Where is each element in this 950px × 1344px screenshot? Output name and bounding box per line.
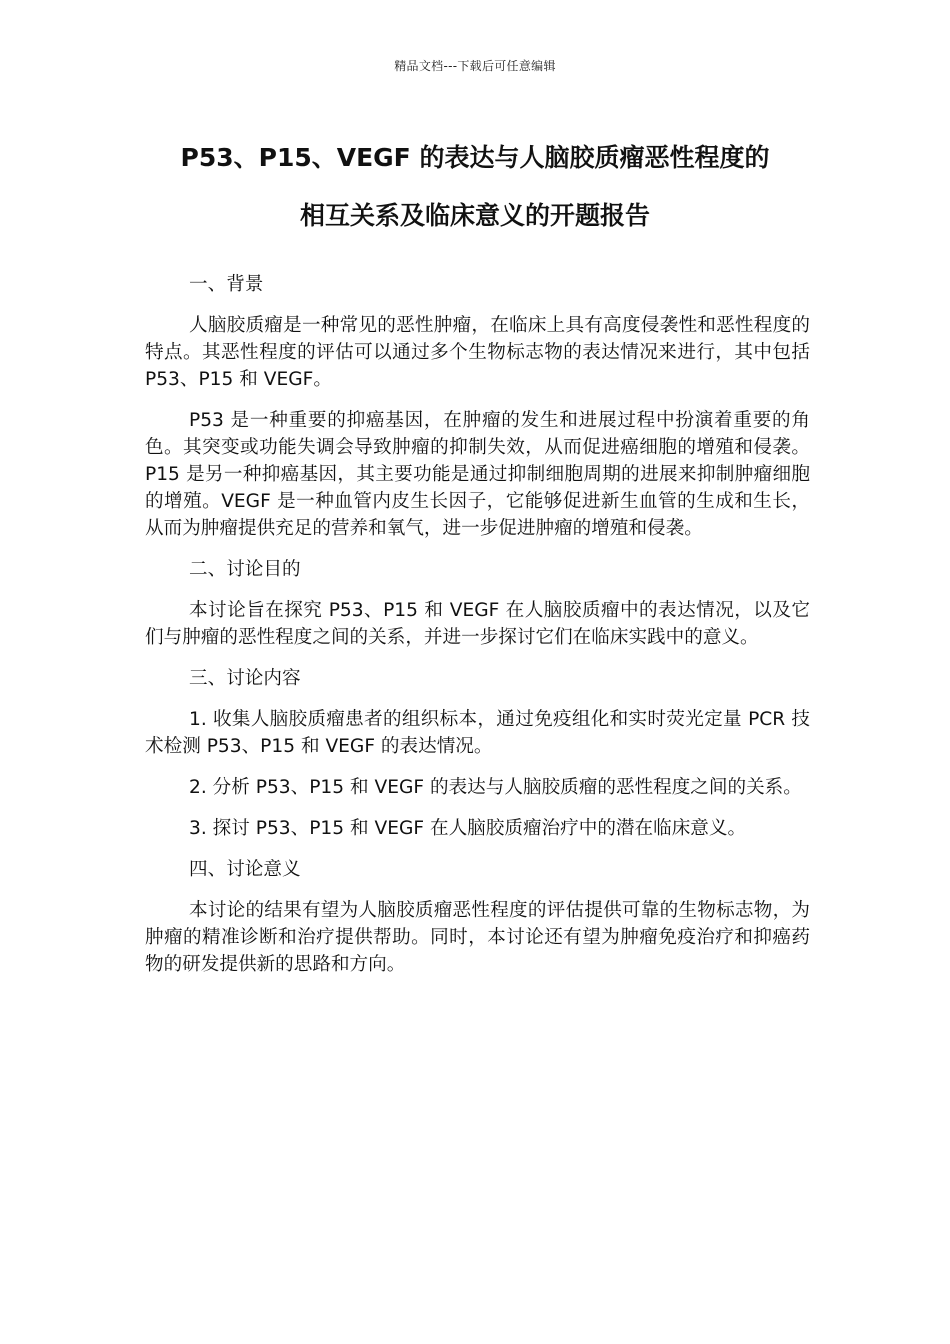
background-paragraph-2: P53 是一种重要的抑癌基因，在肿瘤的发生和进展过程中扮演着重要的角色。其突变或功能失调会导致肿瘤的抑制失效，从而促进癌细胞的增殖和侵袭。P15 是另一种抑癌基因，其主要功能是通过抑制细胞周期的进展来抑制肿瘤细胞的增殖。VEGF 是一种血管内皮生长因子，它能够促进新生血管的生成和生长，从而为肿瘤提供充足的营养和氧气，进一步促进肿瘤的增殖和侵袭。 — [145, 410, 810, 539]
section-heading-significance: 四、讨论意义 — [189, 859, 301, 880]
content-item-2: 2. 分析 P53、P15 和 VEGF 的表达与人脑胶质瘤的恶性程度之间的关系。 — [189, 777, 802, 798]
section-heading-background: 一、背景 — [189, 274, 264, 295]
section-heading-content: 三、讨论内容 — [189, 668, 301, 689]
background-paragraph-1: 人脑胶质瘤是一种常见的恶性肿瘤，在临床上具有高度侵袭性和恶性程度的特点。其恶性程度的评估可以通过多个生物标志物的表达情况来进行，其中包括 P53、P15 和 VEGF。 — [145, 315, 810, 390]
document-body — [145, 271, 810, 992]
purpose-paragraph: 本讨论旨在探究 P53、P15 和 VEGF 在人脑胶质瘤中的表达情况，以及它们与肿瘤的恶性程度之间的关系，并进一步探讨它们在临床实践中的意义。 — [145, 600, 810, 648]
content-item-3: 3. 探讨 P53、P15 和 VEGF 在人脑胶质瘤治疗中的潜在临床意义。 — [189, 818, 747, 839]
content-item-1: 1. 收集人脑胶质瘤患者的组织标本，通过免疫组化和实时荧光定量 PCR 技术检测 P53、P15 和 VEGF 的表达情况。 — [145, 709, 810, 757]
document-title-line-2: 相互关系及临床意义的开题报告 — [299, 201, 650, 230]
significance-paragraph: 本讨论的结果有望为人脑胶质瘤恶性程度的评估提供可靠的生物标志物，为肿瘤的精准诊断和治疗提供帮助。同时，本讨论还有望为肿瘤免疫治疗和抑癌药物的研发提供新的思路和方向。 — [145, 900, 810, 975]
page-header: 精品文档---下载后可任意编辑 — [394, 59, 556, 73]
document-title-line-1: P53、P15、VEGF 的表达与人脑胶质瘤恶性程度的 — [180, 143, 770, 172]
section-heading-purpose: 二、讨论目的 — [189, 559, 301, 580]
